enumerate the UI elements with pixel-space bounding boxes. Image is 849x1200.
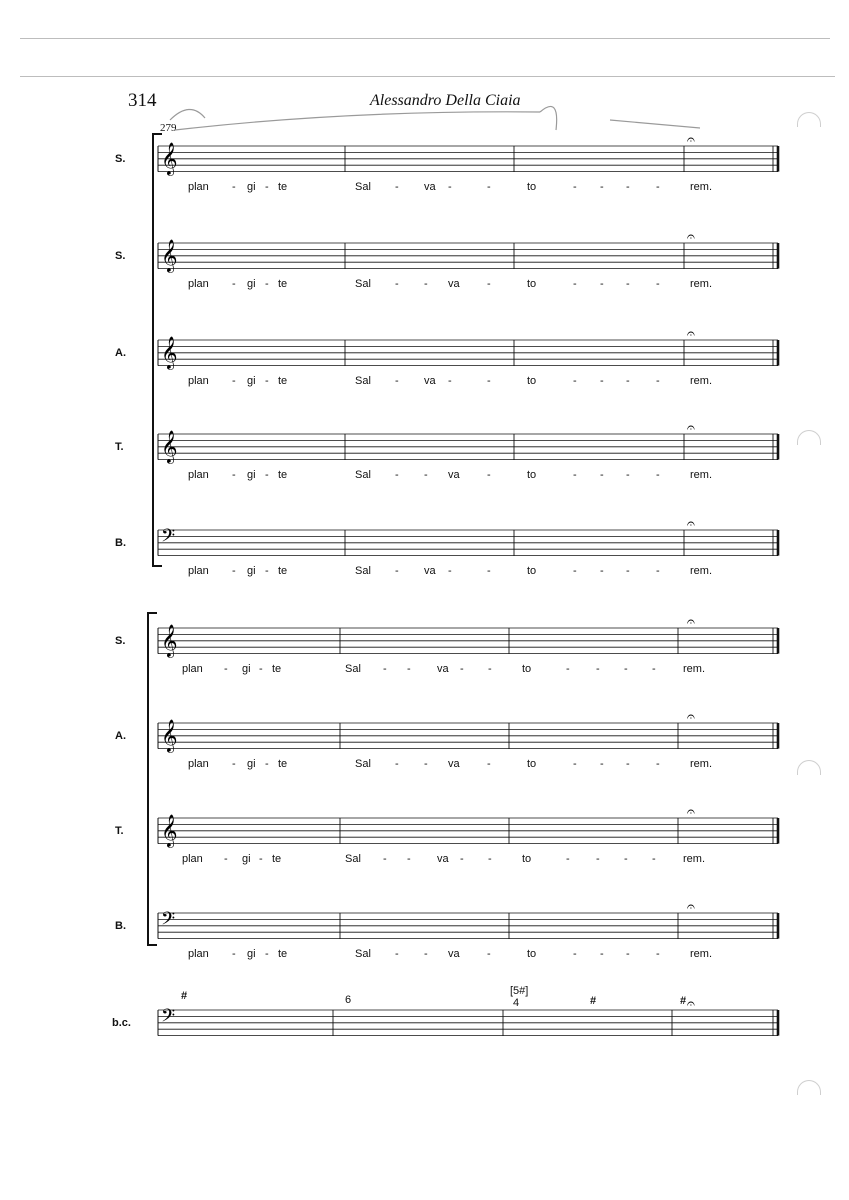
lyric-syllable: te: [278, 469, 288, 481]
lyric-syllable: -: [259, 853, 263, 865]
lyric-syllable: -: [224, 663, 228, 675]
lyric-syllable: -: [232, 278, 236, 290]
lyric-syllable: -: [487, 948, 491, 960]
treble-clef-icon: 𝄞: [161, 430, 178, 463]
lyric-syllable: -: [395, 181, 399, 193]
lyric-syllable: -: [232, 375, 236, 387]
lyric-syllable: te: [278, 758, 288, 770]
lyric-syllable: rem.: [683, 853, 705, 865]
lyric-syllable: rem.: [690, 278, 712, 290]
lyric-syllable: -: [600, 469, 604, 481]
lyric-syllable: rem.: [690, 469, 712, 481]
part-label: T.: [115, 825, 124, 837]
treble-clef-icon: 𝄞: [161, 719, 178, 752]
lyric-syllable: -: [395, 565, 399, 577]
part-label: A.: [115, 730, 126, 742]
lyric-syllable: -: [600, 181, 604, 193]
lyric-syllable: -: [488, 663, 492, 675]
lyric-syllable: Sal: [355, 181, 371, 193]
treble-clef-icon: 𝄞: [161, 624, 178, 657]
lyric-syllable: to: [527, 278, 537, 290]
lyric-syllable: plan: [188, 278, 209, 290]
lyric-syllable: -: [265, 278, 269, 290]
lyric-syllable: -: [573, 375, 577, 387]
lyric-syllable: -: [626, 758, 630, 770]
part-label: b.c.: [112, 1017, 131, 1029]
lyric-syllable: -: [573, 278, 577, 290]
lyric-syllable: gi: [247, 469, 256, 481]
lyric-syllable: va: [424, 565, 436, 577]
lyric-syllable: Sal: [345, 663, 361, 675]
lyric-syllable: Sal: [355, 469, 371, 481]
lyric-syllable: -: [626, 469, 630, 481]
lyric-syllable: te: [278, 375, 288, 387]
lyric-syllable: gi: [247, 278, 256, 290]
lyric-syllable: -: [265, 469, 269, 481]
bass-clef-icon: 𝄢: [161, 1006, 176, 1031]
lyric-syllable: -: [596, 663, 600, 675]
lyric-syllable: -: [232, 181, 236, 193]
lyric-syllable: -: [573, 758, 577, 770]
lyric-syllable: -: [224, 853, 228, 865]
figured-bass-figure: 6: [345, 994, 352, 1006]
lyric-syllable: -: [407, 663, 411, 675]
lyric-syllable: -: [566, 663, 570, 675]
lyric-syllable: to: [527, 375, 537, 387]
lyric-syllable: -: [656, 375, 660, 387]
author-title: Alessandro Della Ciaia: [370, 92, 521, 109]
lyric-syllable: -: [656, 278, 660, 290]
lyric-syllable: gi: [247, 758, 256, 770]
lyric-syllable: -: [395, 278, 399, 290]
lyric-syllable: gi: [247, 948, 256, 960]
lyric-syllable: va: [448, 278, 460, 290]
fermata-icon: 𝄐: [687, 326, 695, 342]
lyric-syllable: -: [656, 758, 660, 770]
lyric-syllable: -: [395, 375, 399, 387]
lyric-syllable: -: [487, 278, 491, 290]
treble-clef-icon: 𝄞: [161, 142, 178, 175]
lyric-syllable: -: [232, 469, 236, 481]
lyric-syllable: plan: [188, 375, 209, 387]
lyric-syllable: -: [383, 853, 387, 865]
bass-clef-icon: 𝄢: [161, 909, 176, 934]
lyric-syllable: to: [527, 758, 537, 770]
fermata-icon: 𝄐: [687, 804, 695, 820]
lyric-syllable: -: [395, 948, 399, 960]
part-label: B.: [115, 920, 126, 932]
lyric-syllable: rem.: [683, 663, 705, 675]
lyric-syllable: -: [487, 758, 491, 770]
figured-bass-figure: [5#]: [510, 985, 529, 997]
lyric-syllable: -: [626, 948, 630, 960]
lyric-syllable: -: [573, 181, 577, 193]
lyric-syllable: -: [626, 565, 630, 577]
lyric-syllable: rem.: [690, 948, 712, 960]
lyric-syllable: va: [437, 663, 449, 675]
lyric-syllable: gi: [247, 375, 256, 387]
lyric-syllable: plan: [188, 181, 209, 193]
lyric-syllable: va: [424, 181, 436, 193]
lyric-syllable: to: [527, 469, 537, 481]
lyric-syllable: plan: [188, 565, 209, 577]
lyric-syllable: -: [407, 853, 411, 865]
part-label: S.: [115, 635, 126, 647]
lyric-syllable: -: [460, 663, 464, 675]
figured-bass-figure: #: [181, 990, 188, 1002]
lyric-syllable: -: [424, 758, 428, 770]
lyric-syllable: -: [232, 565, 236, 577]
fermata-icon: 𝄐: [687, 709, 695, 725]
fermata-icon: 𝄐: [687, 899, 695, 915]
lyric-syllable: -: [265, 181, 269, 193]
figured-bass-figure: 4: [513, 997, 520, 1009]
lyric-syllable: to: [527, 948, 537, 960]
lyric-syllable: -: [265, 758, 269, 770]
fermata-icon: 𝄐: [687, 996, 695, 1012]
lyric-syllable: -: [656, 469, 660, 481]
fermata-icon: 𝄐: [687, 229, 695, 245]
lyric-syllable: -: [656, 565, 660, 577]
lyric-syllable: te: [278, 181, 288, 193]
treble-clef-icon: 𝄞: [161, 336, 178, 369]
fermata-icon: 𝄐: [687, 614, 695, 630]
lyric-syllable: -: [424, 948, 428, 960]
lyric-syllable: -: [487, 565, 491, 577]
figured-bass-figure: #: [590, 995, 597, 1007]
lyric-syllable: to: [527, 565, 537, 577]
lyric-syllable: Sal: [355, 565, 371, 577]
lyric-syllable: te: [278, 278, 288, 290]
lyric-syllable: to: [522, 663, 532, 675]
lyric-syllable: plan: [188, 948, 209, 960]
lyric-syllable: -: [624, 663, 628, 675]
lyric-syllable: -: [383, 663, 387, 675]
lyric-syllable: -: [600, 565, 604, 577]
lyric-syllable: -: [448, 181, 452, 193]
lyric-syllable: va: [437, 853, 449, 865]
lyric-syllable: -: [448, 565, 452, 577]
fermata-icon: 𝄐: [687, 420, 695, 436]
lyric-syllable: rem.: [690, 758, 712, 770]
page-number: 314: [128, 90, 157, 111]
part-label: T.: [115, 441, 124, 453]
lyric-syllable: -: [265, 375, 269, 387]
lyric-syllable: Sal: [355, 948, 371, 960]
lyric-syllable: gi: [242, 853, 251, 865]
lyric-syllable: gi: [242, 663, 251, 675]
lyric-syllable: -: [259, 663, 263, 675]
lyric-syllable: plan: [188, 758, 209, 770]
lyric-syllable: -: [424, 278, 428, 290]
treble-clef-icon: 𝄞: [161, 814, 178, 847]
lyric-syllable: -: [573, 469, 577, 481]
lyric-syllable: -: [395, 469, 399, 481]
lyric-syllable: te: [278, 565, 288, 577]
lyric-syllable: -: [487, 469, 491, 481]
lyric-syllable: gi: [247, 181, 256, 193]
lyric-syllable: -: [656, 181, 660, 193]
lyric-syllable: plan: [188, 469, 209, 481]
lyric-syllable: -: [460, 853, 464, 865]
measure-number: 279: [160, 122, 177, 134]
lyric-syllable: va: [448, 948, 460, 960]
lyric-syllable: va: [448, 758, 460, 770]
lyric-syllable: te: [272, 853, 282, 865]
lyric-syllable: -: [600, 375, 604, 387]
lyric-syllable: te: [272, 663, 282, 675]
part-label: S.: [115, 153, 126, 165]
lyric-syllable: -: [600, 948, 604, 960]
lyric-syllable: te: [278, 948, 288, 960]
lyric-syllable: -: [656, 948, 660, 960]
lyric-syllable: -: [487, 181, 491, 193]
lyric-syllable: -: [395, 758, 399, 770]
lyric-syllable: -: [652, 853, 656, 865]
lyric-syllable: -: [596, 853, 600, 865]
lyric-syllable: Sal: [355, 375, 371, 387]
figured-bass-figure: #: [680, 995, 687, 1007]
lyric-syllable: Sal: [345, 853, 361, 865]
lyric-syllable: -: [573, 565, 577, 577]
lyric-syllable: -: [566, 853, 570, 865]
lyric-syllable: rem.: [690, 181, 712, 193]
fermata-icon: 𝄐: [687, 132, 695, 148]
lyric-syllable: -: [600, 758, 604, 770]
lyric-syllable: -: [265, 948, 269, 960]
fermata-icon: 𝄐: [687, 516, 695, 532]
lyric-syllable: Sal: [355, 758, 371, 770]
lyric-syllable: -: [265, 565, 269, 577]
lyric-syllable: va: [448, 469, 460, 481]
lyric-syllable: -: [626, 278, 630, 290]
lyric-syllable: -: [626, 375, 630, 387]
lyric-syllable: -: [232, 758, 236, 770]
part-label: B.: [115, 537, 126, 549]
bass-clef-icon: 𝄢: [161, 526, 176, 551]
part-label: S.: [115, 250, 126, 262]
lyric-syllable: -: [573, 948, 577, 960]
lyric-syllable: Sal: [355, 278, 371, 290]
lyric-syllable: -: [448, 375, 452, 387]
lyric-syllable: plan: [182, 663, 203, 675]
lyric-syllable: gi: [247, 565, 256, 577]
lyric-syllable: -: [624, 853, 628, 865]
lyric-syllable: -: [424, 469, 428, 481]
lyric-syllable: -: [652, 663, 656, 675]
lyric-syllable: rem.: [690, 565, 712, 577]
lyric-syllable: rem.: [690, 375, 712, 387]
lyric-syllable: -: [487, 375, 491, 387]
part-label: A.: [115, 347, 126, 359]
lyric-syllable: -: [488, 853, 492, 865]
lyric-syllable: to: [527, 181, 537, 193]
lyric-syllable: -: [232, 948, 236, 960]
lyric-syllable: plan: [182, 853, 203, 865]
lyric-syllable: -: [626, 181, 630, 193]
treble-clef-icon: 𝄞: [161, 239, 178, 272]
lyric-syllable: to: [522, 853, 532, 865]
lyric-syllable: va: [424, 375, 436, 387]
lyric-syllable: -: [600, 278, 604, 290]
